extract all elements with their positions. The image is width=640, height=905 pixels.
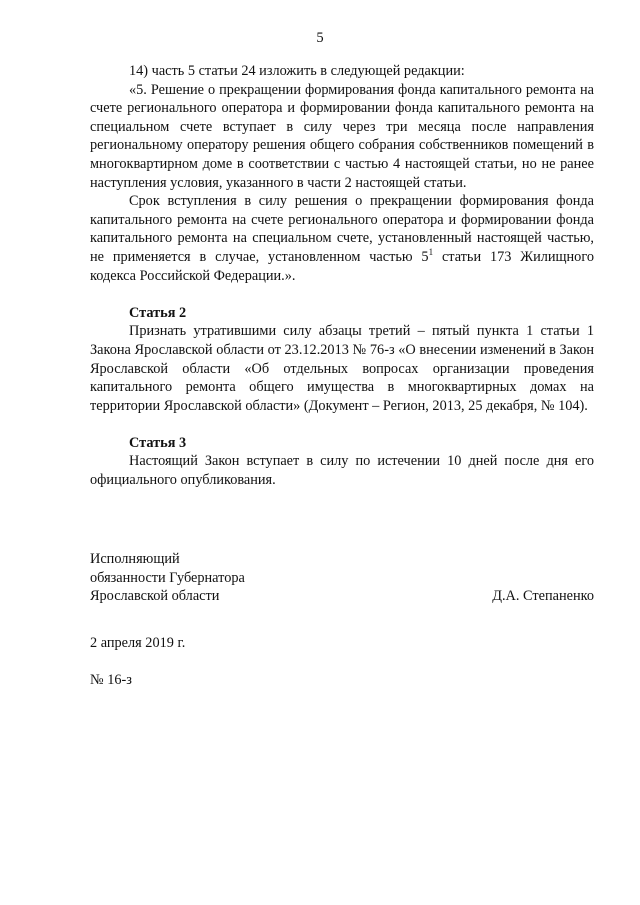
- amendment-quote-paragraph-2: [90, 192, 594, 285]
- quote-p2-text: Срок вступления в силу решения о прекращении формирования фонда капитального ремонта на счете регионального оператора и формировании фонда капитального ремонта на специальном счете, установленный настоящей частью, не применяется в случае, установленном частью 5: [90, 193, 594, 265]
- article-3-text: Настоящий Закон вступает в силу по истечении 10 дней после дня его официального опубликования.: [90, 453, 594, 489]
- article-2-text: Признать утратившими силу абзацы третий – пятый пункта 1 статьи 1 Закона Ярославской области от 23.12.2013 № 76-з «О внесении изменений в Закон Ярославской области «Об отдельных вопросах организации проведения капитального ремонта общего имущества в многоквартирных домах на территории Ярославской области» (Документ – Регион, 2013, 25 декабря, № 104).: [90, 323, 594, 414]
- signature-block: [90, 550, 594, 606]
- law-number: № 16-з: [90, 672, 132, 688]
- amendment-quote-paragraph-1: «5. Решение о прекращении формирования фонда капитального ремонта на счете регионального оператора и формировании фонда капитального ремонта на специальном счете вступает в силу через три месяца после направления региональному оператору решения общего собрания собственников помещений в многоквартирном доме в соответствии с частью 4 настоящей статьи, но не ранее наступления условия, указанного в части 2 настоящей статьи.: [90, 81, 594, 191]
- page-number: 5: [316, 30, 324, 46]
- signature-title-line-3: Ярославской области: [90, 588, 220, 605]
- signatory-name: Д.А. Степаненко: [492, 588, 594, 605]
- amendment-intro: 14) часть 5 статьи 24 изложить в следующей редакции:: [129, 63, 465, 79]
- article-2-heading: Статья 2: [129, 304, 187, 321]
- document-body: [90, 62, 594, 490]
- signature-title-line-2: обязанности Губернатора: [90, 569, 245, 586]
- quote-p2-superscript: 1: [428, 247, 434, 258]
- signature-title-line-1: Исполняющий: [90, 551, 180, 567]
- signing-date: 2 апреля 2019 г.: [90, 635, 186, 651]
- article-3-heading: Статья 3: [129, 434, 187, 451]
- quote-p2-text-end: статьи 173 Жилищного кодекса Российской Федерации.».: [90, 248, 594, 284]
